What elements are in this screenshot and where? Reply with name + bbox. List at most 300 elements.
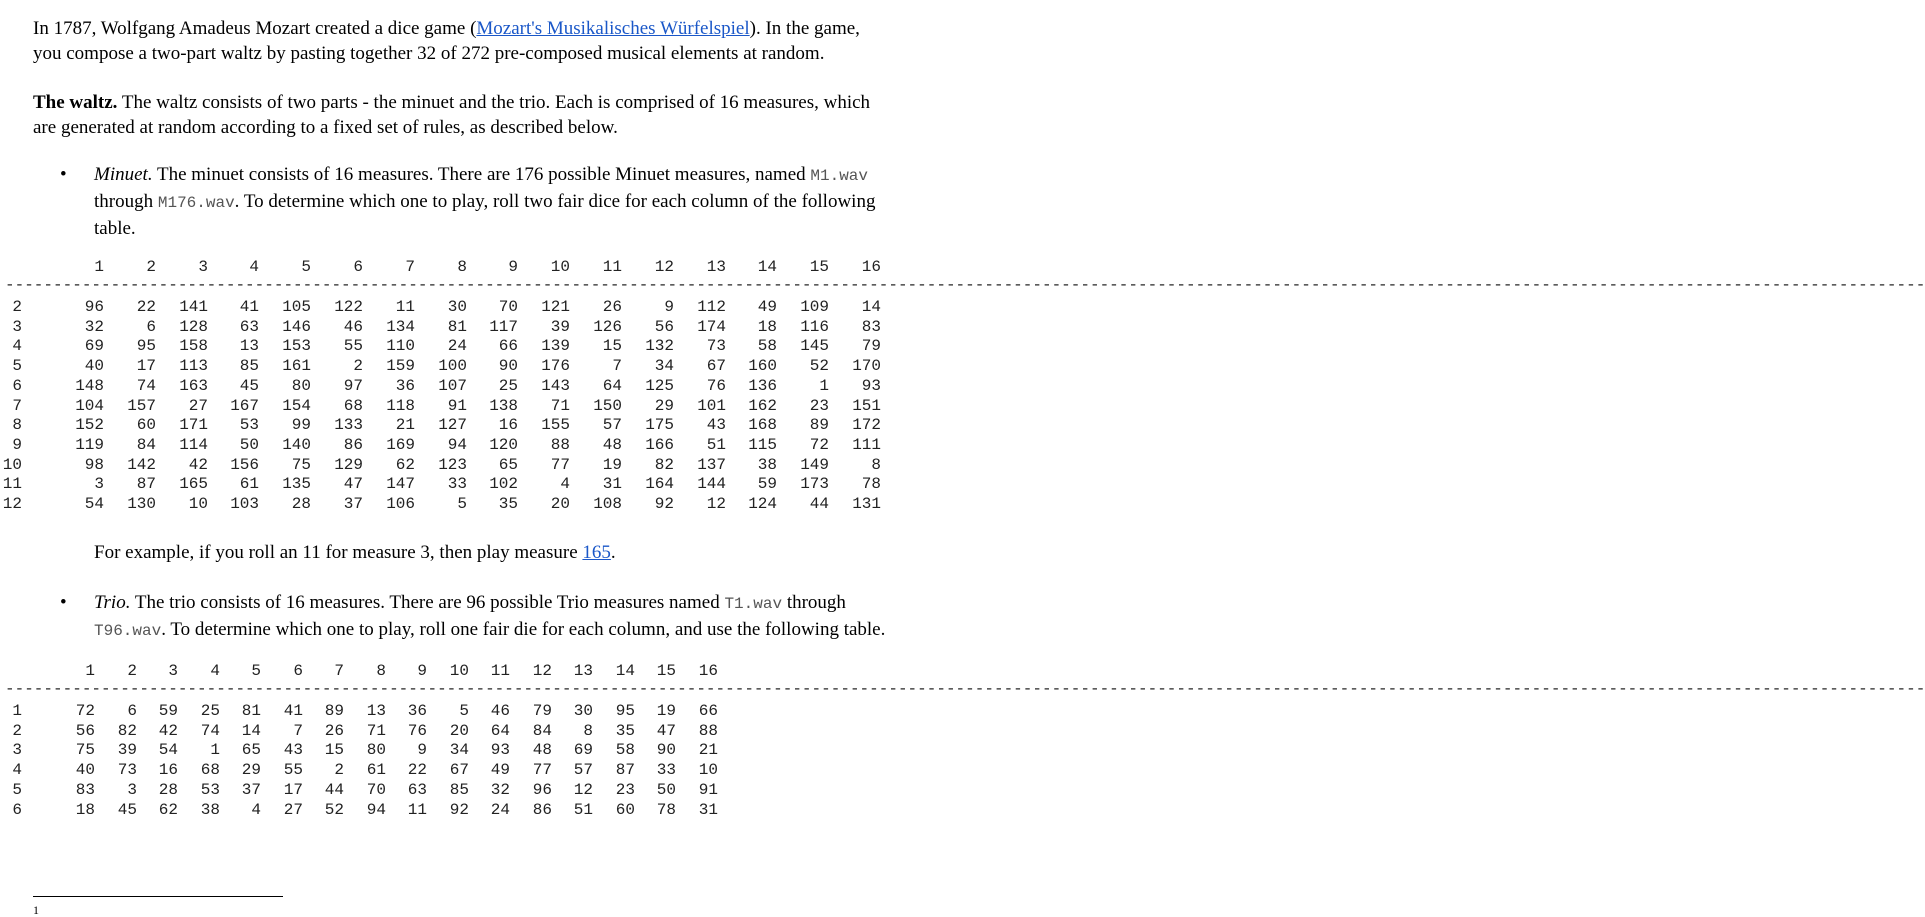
table-cell: 46 <box>490 702 510 720</box>
intro-paragraph <box>33 16 993 66</box>
table-cell: 55 <box>283 761 303 780</box>
table-cell: 34 <box>654 357 674 376</box>
table-cell: 39 <box>550 317 570 336</box>
table-cell: 58 <box>615 741 635 760</box>
table-cell: 105 <box>282 298 311 316</box>
example-text: For example, if you roll an 11 for measure 3, then play measure <box>94 542 583 563</box>
table-cell: 175 <box>645 416 674 435</box>
table-cell: 8 <box>871 455 881 474</box>
table-cell: 117 <box>489 317 518 336</box>
measure-165-link[interactable]: 165 <box>582 542 611 563</box>
trio-text-1: The trio consists of 16 measures. There are 96 possible Trio measures named <box>130 592 725 613</box>
table-cell: 35 <box>615 721 635 740</box>
table-cell: 78 <box>861 475 881 494</box>
table-cell: 163 <box>179 376 208 395</box>
table-cell: 94 <box>447 435 467 454</box>
minuet-text-3: . To determine which one to play, roll two fair dice for each column of the following <box>234 191 876 212</box>
roll-label: 1 <box>12 702 22 720</box>
table-cell: 24 <box>490 800 510 819</box>
table-cell: 22 <box>407 761 427 780</box>
table-cell: 62 <box>395 455 415 474</box>
table-cell: 70 <box>498 298 518 316</box>
table-cell: 4 <box>251 800 261 819</box>
table-cell: 167 <box>230 396 259 415</box>
roll-label: 4 <box>12 337 22 356</box>
table-cell: 67 <box>706 357 726 376</box>
table-cell: 160 <box>748 357 777 376</box>
table-cell: 106 <box>386 495 415 513</box>
table-cell: 22 <box>136 298 156 316</box>
column-header: 16 <box>861 258 881 276</box>
column-header: 15 <box>656 662 676 680</box>
table-cell: 68 <box>200 761 220 780</box>
table-cell: 169 <box>386 435 415 454</box>
waltz-text: The waltz consists of two parts - the minuet and the trio. Each is comprised of 16 measures, which <box>117 92 871 113</box>
table-cell: 89 <box>324 702 344 720</box>
column-header: 4 <box>249 258 259 276</box>
minuet-code-1: M1.wav <box>810 167 868 185</box>
minuet-description <box>94 162 984 241</box>
table-cell: 120 <box>489 435 518 454</box>
table-cell: 101 <box>697 396 726 415</box>
table-cell: 151 <box>852 396 881 415</box>
minuet-heading: Minuet. <box>94 164 153 185</box>
table-cell: 123 <box>438 455 467 474</box>
table-cell: 44 <box>324 780 344 799</box>
table-cell: 95 <box>615 702 635 720</box>
table-cell: 54 <box>84 495 104 513</box>
table-cell: 10 <box>188 495 208 513</box>
table-cell: 80 <box>366 741 386 760</box>
table-cell: 137 <box>697 455 726 474</box>
table-cell: 49 <box>490 761 510 780</box>
column-header: 6 <box>353 258 363 276</box>
column-header: 16 <box>698 662 718 680</box>
table-cell: 126 <box>593 317 622 336</box>
table-cell: 72 <box>809 435 829 454</box>
table-cell: 118 <box>386 396 415 415</box>
table-cell: 173 <box>800 475 829 494</box>
table-cell: 1 <box>819 376 829 395</box>
table-cell: 58 <box>757 337 777 356</box>
table-cell: 32 <box>84 317 104 336</box>
table-cell: 131 <box>852 495 881 513</box>
table-cell: 165 <box>179 475 208 494</box>
table-cell: 60 <box>136 416 156 435</box>
table-cell: 77 <box>550 455 570 474</box>
column-header: 1 <box>94 258 104 276</box>
table-cell: 82 <box>117 721 137 740</box>
table-cell: 50 <box>239 435 259 454</box>
table-cell: 26 <box>324 721 344 740</box>
table-cell: 2 <box>334 761 344 780</box>
table-cell: 98 <box>84 455 104 474</box>
table-cell: 67 <box>449 761 469 780</box>
table-cell: 63 <box>239 317 259 336</box>
table-cell: 2 <box>353 357 363 376</box>
table-cell: 104 <box>75 396 104 415</box>
table-cell: 113 <box>179 357 208 376</box>
table-cell: 25 <box>498 376 518 395</box>
column-header: 3 <box>198 258 208 276</box>
table-divider: -------------------------------------------------------------------------------------------------------------------------------------------------------------------------------------------------------- <box>5 680 1925 698</box>
table-cell: 43 <box>706 416 726 435</box>
table-cell: 85 <box>239 357 259 376</box>
table-cell: 96 <box>532 780 552 799</box>
table-cell: 47 <box>656 721 676 740</box>
table-cell: 102 <box>489 475 518 494</box>
table-cell: 41 <box>239 298 259 316</box>
table-cell: 133 <box>334 416 363 435</box>
table-cell: 70 <box>366 780 386 799</box>
table-cell: 13 <box>366 702 386 720</box>
table-cell: 45 <box>239 376 259 395</box>
roll-label: 6 <box>12 800 22 819</box>
table-cell: 74 <box>200 721 220 740</box>
table-cell: 141 <box>179 298 208 316</box>
table-cell: 128 <box>179 317 208 336</box>
table-cell: 45 <box>117 800 137 819</box>
table-cell: 28 <box>158 780 178 799</box>
column-header: 9 <box>508 258 518 276</box>
table-cell: 84 <box>136 435 156 454</box>
column-header: 12 <box>654 258 674 276</box>
table-cell: 73 <box>706 337 726 356</box>
trio-heading: Trio. <box>94 592 131 613</box>
column-header: 10 <box>449 662 469 680</box>
table-cell: 107 <box>438 376 467 395</box>
table-cell: 152 <box>75 416 104 435</box>
table-cell: 86 <box>532 800 552 819</box>
intro-text-2: ). In the game, <box>749 18 860 39</box>
table-cell: 20 <box>449 721 469 740</box>
table-cell: 81 <box>241 702 261 720</box>
table-cell: 84 <box>532 721 552 740</box>
column-header: 5 <box>301 258 311 276</box>
minuet-example <box>94 540 984 565</box>
table-cell: 8 <box>583 721 593 740</box>
table-divider: -------------------------------------------------------------------------------------------------------------------------------------------------------------------------------------------------------- <box>5 276 1925 294</box>
table-cell: 76 <box>407 721 427 740</box>
table-cell: 71 <box>550 396 570 415</box>
minuet-table <box>0 258 1925 518</box>
table-cell: 35 <box>498 495 518 513</box>
table-cell: 80 <box>291 376 311 395</box>
table-cell: 13 <box>239 337 259 356</box>
table-cell: 14 <box>241 721 261 740</box>
table-cell: 59 <box>757 475 777 494</box>
table-cell: 59 <box>158 702 178 720</box>
table-cell: 129 <box>334 455 363 474</box>
table-cell: 79 <box>532 702 552 720</box>
wurfelspiel-link[interactable]: Mozart's Musikalisches Würfelspiel <box>476 18 750 39</box>
table-cell: 60 <box>615 800 635 819</box>
table-cell: 144 <box>697 475 726 494</box>
table-cell: 61 <box>366 761 386 780</box>
column-header: 5 <box>251 662 261 680</box>
table-cell: 91 <box>447 396 467 415</box>
column-header: 11 <box>602 258 622 276</box>
table-cell: 9 <box>417 741 427 760</box>
table-cell: 139 <box>541 337 570 356</box>
table-cell: 94 <box>366 800 386 819</box>
table-cell: 65 <box>241 741 261 760</box>
table-cell: 5 <box>459 702 469 720</box>
table-cell: 25 <box>200 702 220 720</box>
roll-label: 10 <box>2 455 22 474</box>
table-cell: 85 <box>449 780 469 799</box>
column-header: 13 <box>573 662 593 680</box>
table-cell: 3 <box>94 475 104 494</box>
table-cell: 149 <box>800 455 829 474</box>
table-cell: 17 <box>136 357 156 376</box>
trio-description <box>94 590 984 644</box>
table-cell: 48 <box>602 435 622 454</box>
table-cell: 156 <box>230 455 259 474</box>
table-cell: 145 <box>800 337 829 356</box>
table-cell: 29 <box>654 396 674 415</box>
table-cell: 62 <box>158 800 178 819</box>
table-cell: 74 <box>136 376 156 395</box>
table-cell: 57 <box>573 761 593 780</box>
table-cell: 176 <box>541 357 570 376</box>
table-cell: 15 <box>602 337 622 356</box>
table-cell: 40 <box>75 761 95 780</box>
table-cell: 31 <box>602 475 622 494</box>
column-header: 8 <box>376 662 386 680</box>
table-cell: 30 <box>447 298 467 316</box>
roll-label: 5 <box>12 780 22 799</box>
table-cell: 93 <box>861 376 881 395</box>
table-cell: 147 <box>386 475 415 494</box>
footnote-mark: 1 <box>33 903 39 917</box>
table-cell: 42 <box>158 721 178 740</box>
table-cell: 125 <box>645 376 674 395</box>
table-cell: 72 <box>75 702 95 720</box>
table-cell: 110 <box>386 337 415 356</box>
table-cell: 43 <box>283 741 303 760</box>
column-header: 8 <box>457 258 467 276</box>
trio-text-2: through <box>782 592 846 613</box>
column-header: 13 <box>706 258 726 276</box>
table-cell: 114 <box>179 435 208 454</box>
table-cell: 12 <box>573 780 593 799</box>
table-cell: 92 <box>449 800 469 819</box>
minuet-text-2: through <box>94 191 158 212</box>
roll-label: 12 <box>2 495 22 513</box>
table-cell: 135 <box>282 475 311 494</box>
table-cell: 56 <box>654 317 674 336</box>
table-cell: 166 <box>645 435 674 454</box>
column-header: 14 <box>757 258 777 276</box>
table-cell: 61 <box>239 475 259 494</box>
table-cell: 100 <box>438 357 467 376</box>
roll-label: 11 <box>2 475 22 494</box>
table-cell: 161 <box>282 357 311 376</box>
table-cell: 158 <box>179 337 208 356</box>
table-cell: 157 <box>127 396 156 415</box>
table-cell: 83 <box>861 317 881 336</box>
table-cell: 17 <box>283 780 303 799</box>
table-cell: 81 <box>447 317 467 336</box>
table-cell: 53 <box>239 416 259 435</box>
roll-label: 6 <box>12 376 22 395</box>
roll-label: 2 <box>12 721 22 740</box>
table-cell: 90 <box>656 741 676 760</box>
column-header: 10 <box>550 258 570 276</box>
table-cell: 148 <box>75 376 104 395</box>
table-cell: 51 <box>706 435 726 454</box>
roll-label: 4 <box>12 761 22 780</box>
table-cell: 7 <box>293 721 303 740</box>
table-cell: 14 <box>861 298 881 316</box>
table-cell: 33 <box>656 761 676 780</box>
trio-code-1: T1.wav <box>724 595 783 613</box>
table-cell: 29 <box>241 761 261 780</box>
column-header: 1 <box>85 662 95 680</box>
table-cell: 77 <box>532 761 552 780</box>
waltz-heading: The waltz. <box>33 92 118 113</box>
table-cell: 87 <box>136 475 156 494</box>
table-cell: 66 <box>498 337 518 356</box>
intro-line-2: you compose a two-part waltz by pasting together 32 of 272 pre-composed musical elements at random. <box>33 43 825 64</box>
table-cell: 15 <box>324 741 344 760</box>
table-cell: 170 <box>852 357 881 376</box>
minuet-text-1: The minuet consists of 16 measures. There are 176 possible Minuet measures, named <box>152 164 811 185</box>
table-cell: 71 <box>366 721 386 740</box>
table-cell: 146 <box>282 317 311 336</box>
table-cell: 103 <box>230 495 259 513</box>
table-cell: 19 <box>602 455 622 474</box>
intro-text-1: In 1787, Wolfgang Amadeus Mozart created a dice game ( <box>33 18 477 39</box>
table-cell: 6 <box>146 317 156 336</box>
table-cell: 42 <box>188 455 208 474</box>
column-header: 3 <box>168 662 178 680</box>
table-cell: 44 <box>809 495 829 513</box>
table-cell: 134 <box>386 317 415 336</box>
waltz-line-2: are generated at random according to a fixed set of rules, as described below. <box>33 117 618 138</box>
table-cell: 38 <box>200 800 220 819</box>
column-header: 2 <box>146 258 156 276</box>
table-cell: 119 <box>75 435 104 454</box>
roll-label: 8 <box>12 416 22 435</box>
table-cell: 51 <box>573 800 593 819</box>
table-cell: 93 <box>490 741 510 760</box>
table-cell: 27 <box>283 800 303 819</box>
table-cell: 174 <box>697 317 726 336</box>
table-cell: 86 <box>343 435 363 454</box>
table-cell: 30 <box>573 702 593 720</box>
table-cell: 46 <box>343 317 363 336</box>
table-cell: 65 <box>498 455 518 474</box>
table-cell: 154 <box>282 396 311 415</box>
table-cell: 88 <box>698 721 718 740</box>
table-cell: 64 <box>490 721 510 740</box>
table-cell: 64 <box>602 376 622 395</box>
table-cell: 69 <box>84 337 104 356</box>
table-cell: 11 <box>395 298 415 316</box>
table-cell: 124 <box>748 495 777 513</box>
table-cell: 112 <box>697 298 726 316</box>
table-cell: 116 <box>800 317 829 336</box>
table-cell: 49 <box>757 298 777 316</box>
table-cell: 66 <box>698 702 718 720</box>
table-cell: 115 <box>748 435 777 454</box>
table-cell: 16 <box>158 761 178 780</box>
table-cell: 16 <box>498 416 518 435</box>
column-header: 9 <box>417 662 427 680</box>
table-cell: 37 <box>241 780 261 799</box>
table-cell: 91 <box>698 780 718 799</box>
table-cell: 26 <box>602 298 622 316</box>
table-cell: 138 <box>489 396 518 415</box>
roll-label: 3 <box>12 741 22 760</box>
table-cell: 47 <box>343 475 363 494</box>
table-cell: 136 <box>748 376 777 395</box>
table-cell: 164 <box>645 475 674 494</box>
table-cell: 53 <box>200 780 220 799</box>
table-cell: 97 <box>343 376 363 395</box>
table-cell: 132 <box>645 337 674 356</box>
table-cell: 7 <box>612 357 622 376</box>
table-cell: 82 <box>654 455 674 474</box>
table-cell: 48 <box>532 741 552 760</box>
table-cell: 140 <box>282 435 311 454</box>
column-header: 7 <box>405 258 415 276</box>
table-cell: 109 <box>800 298 829 316</box>
table-cell: 88 <box>550 435 570 454</box>
roll-label: 9 <box>12 435 22 454</box>
table-cell: 18 <box>757 317 777 336</box>
table-cell: 162 <box>748 396 777 415</box>
column-header: 2 <box>127 662 137 680</box>
table-cell: 11 <box>407 800 427 819</box>
table-cell: 75 <box>291 455 311 474</box>
table-cell: 34 <box>449 741 469 760</box>
table-cell: 32 <box>490 780 510 799</box>
table-cell: 153 <box>282 337 311 356</box>
example-end: . <box>610 542 616 563</box>
table-cell: 27 <box>188 396 208 415</box>
table-cell: 130 <box>127 495 156 513</box>
table-cell: 122 <box>334 298 363 316</box>
table-cell: 19 <box>656 702 676 720</box>
table-cell: 41 <box>283 702 303 720</box>
table-cell: 24 <box>447 337 467 356</box>
table-cell: 111 <box>852 435 881 454</box>
table-cell: 63 <box>407 780 427 799</box>
table-cell: 36 <box>407 702 427 720</box>
table-cell: 21 <box>395 416 415 435</box>
table-cell: 171 <box>179 416 208 435</box>
table-cell: 155 <box>541 416 570 435</box>
table-cell: 99 <box>291 416 311 435</box>
minuet-bullet: • <box>60 164 67 185</box>
trio-code-2: T96.wav <box>94 622 162 640</box>
table-cell: 18 <box>75 800 95 819</box>
column-header: 4 <box>210 662 220 680</box>
column-header: 7 <box>334 662 344 680</box>
table-cell: 36 <box>395 376 415 395</box>
table-cell: 142 <box>127 455 156 474</box>
table-cell: 4 <box>560 475 570 494</box>
table-cell: 20 <box>550 495 570 513</box>
table-cell: 9 <box>664 298 674 316</box>
table-cell: 96 <box>84 298 104 316</box>
table-cell: 57 <box>602 416 622 435</box>
trio-bullet: • <box>60 592 67 613</box>
trio-table <box>0 662 1925 822</box>
